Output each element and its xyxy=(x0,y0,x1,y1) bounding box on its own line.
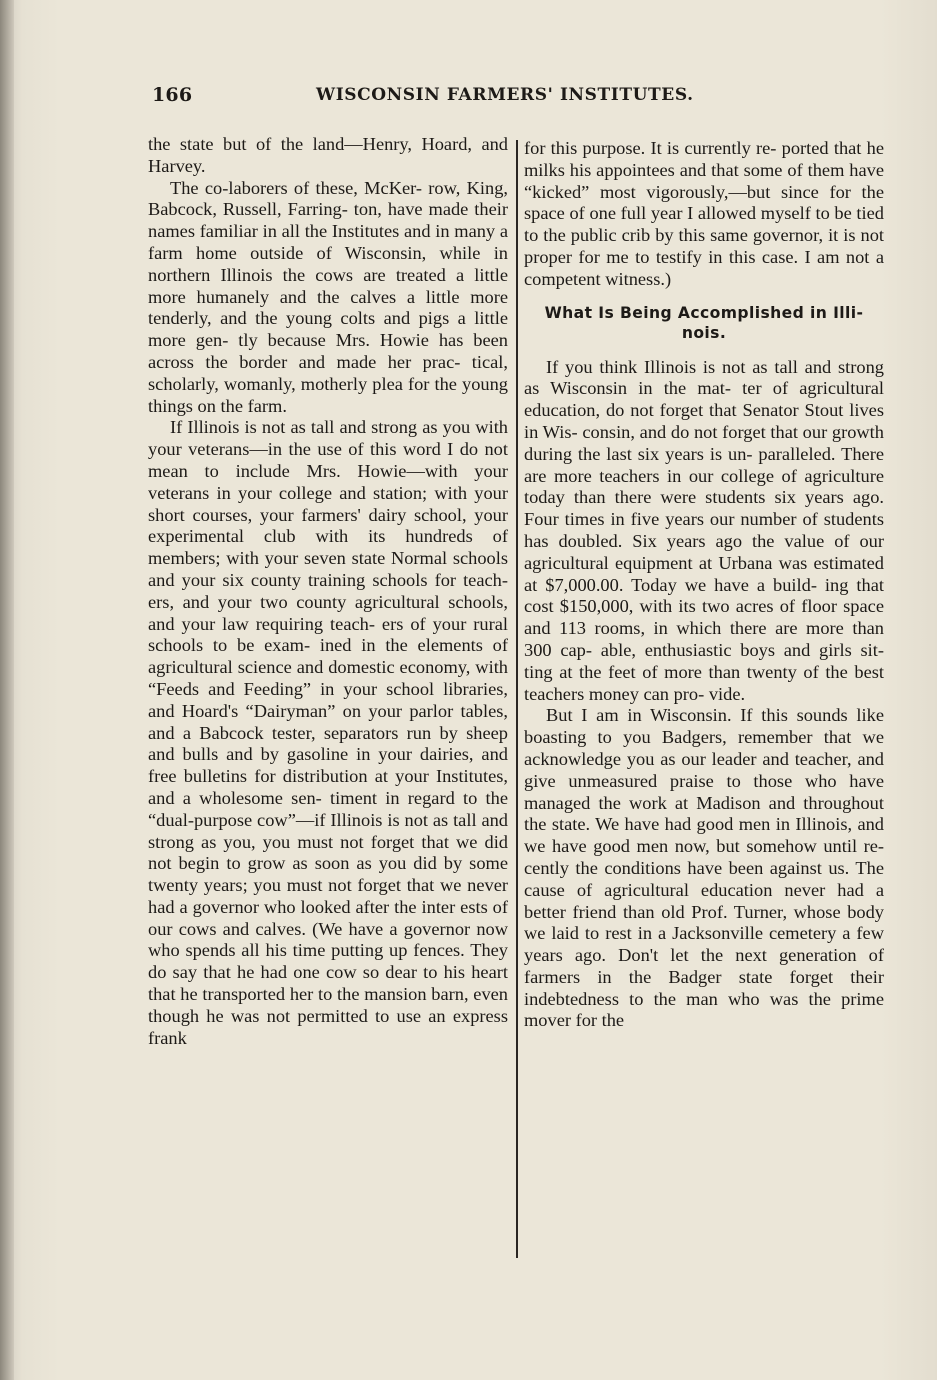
right-paragraph-2: But I am in Wisconsin. If this sounds like boasting to you Badgers, remember that we acknowledge you as our leader and teacher, and give unmeasured praise to those who have managed the work at Madison and throughout the state. We have had good men in Illinois, and we have good men now, but somehow until re- cently the conditions have been against us. The cause of agricultural education never had a better friend than old Prof. Turner, whose body we laid to rest in a Jacksonville cemetery a few years ago. Don't let the next generation of farmers in the Badger state forget their indebtedness to the man who was the prime mover for the xyxy=(524,705,884,1031)
page-number: 166 xyxy=(152,84,193,106)
right-column xyxy=(524,138,884,1032)
column-divider xyxy=(516,140,518,1258)
left-paragraph-3: If Illinois is not as tall and strong as you with your veterans—in the use of this word I do not mean to include Mrs. Howie—with your veterans in your college and station; with your short courses, your farmers' dairy school, your experimental club with its hundreds of members; with your seven state Normal schools and your six county training schools for teach- ers, and your two county agricultural schools, and your law requiring teach- ers of your rural schools to be exam- ined in the elements of agricultural science and domestic economy, with “Feeds and Feeding” in your school libraries, and Hoard's “Dairyman” on your parlor tables, and a Babcock tester, separators run by sheep and bulls and by gasoline in your dairies, and free bulletins for distribution at your Institutes, and a wholesome sen- timent in regard to the “dual-purpose cow”—if Illinois is not as tall and strong as you, you must not forget that we did not begin to grow as soon as you did by some twenty years; you must not forget that we never had a governor who looked after the inter ests of our cows and calves. (We have a governor now who spends all his time putting up fences. They do say that he had one cow so dear to his heart that he transported her to the mansion barn, even though he was not permitted to use an express frank xyxy=(148,417,508,1048)
left-column xyxy=(148,134,508,1049)
right-paragraph-1: If you think Illinois is not as tall and strong as Wisconsin in the mat- ter of agricultural education, do not forget that Senator Stout lives in Wis- consin, and do not forget that our growth during the last six years is un- paralleled. There are more teachers in our college of agriculture today than there were students six years ago. Four times in five years our number of students has doubled. Six years ago the value of our agricultural equipment at Urbana was estimated at $7,000.00. Today we have a build- ing that cost $150,000, with its two acres of floor space and 113 rooms, in which there are more than 300 cap- able, enthusiastic boys and girls sit- ting at the feet of more than twenty of the best teachers money can pro- vide. xyxy=(524,356,884,704)
running-head xyxy=(152,84,712,112)
binding-gutter-shadow xyxy=(0,0,14,1380)
section-heading: What Is Being Accomplished in Illi- nois. xyxy=(544,303,864,342)
right-opening-paragraph: for this purpose. It is currently re- ported that he milks his appointees and that some of them have “kicked” most vigorously,—but since for the space of one full year I allowed myself to be tied to the public crib by this same governor, it is not proper for me to testify in this case. I am not a competent witness.) xyxy=(524,138,884,289)
left-paragraph-1: the state but of the land—Henry, Hoard, and Harvey. xyxy=(148,134,508,176)
running-title: WISCONSIN FARMERS' INSTITUTES. xyxy=(316,85,694,105)
left-paragraph-2: The co-laborers of these, McKer- row, King, Babcock, Russell, Farring- ton, have made their names familiar in all the Institutes and in many a farm home outside of Wisconsin, while in northern Illinois the cows are treated a little more humanely and the calves a little more tenderly, and the young colts and pigs a little more gen- tly because Mrs. Howie has been across the border and made her prac- tical, scholarly, womanly, motherly plea for the young things on the farm. xyxy=(148,177,508,416)
